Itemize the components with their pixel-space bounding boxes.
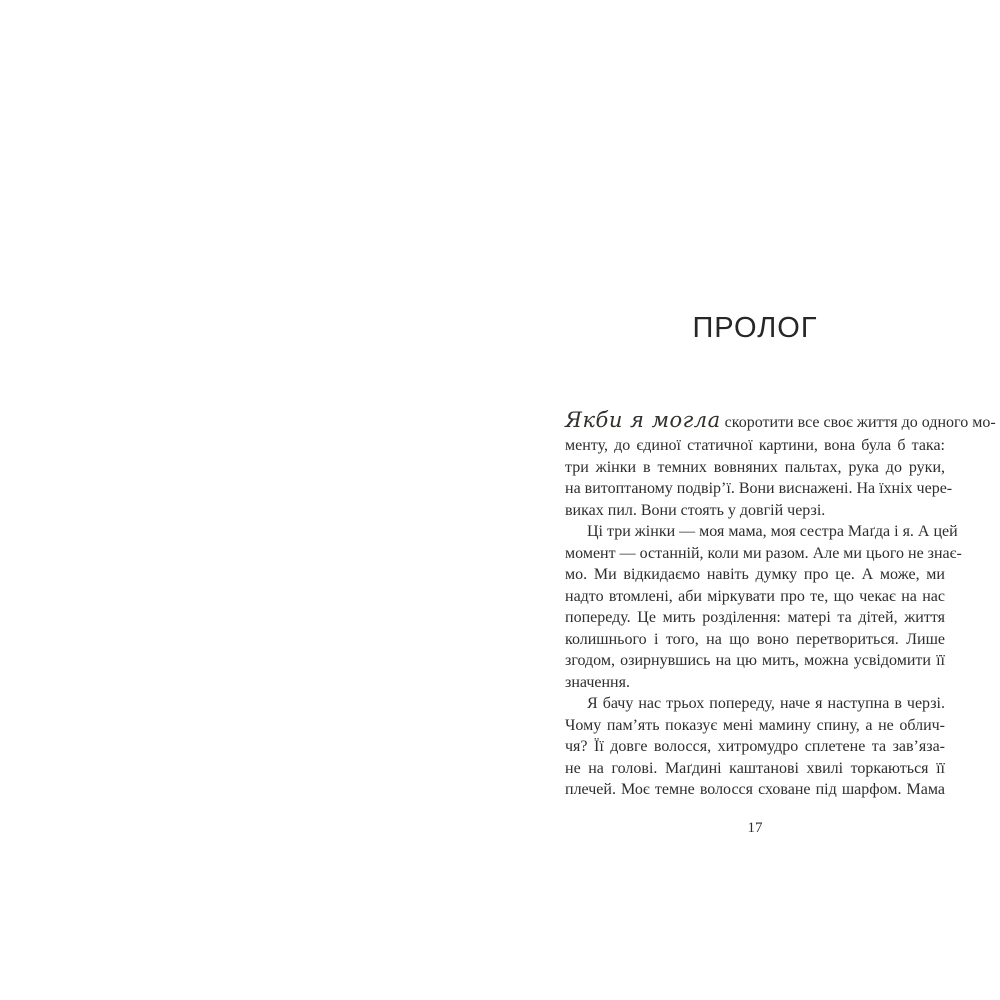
- paragraph-line: значення.: [565, 673, 630, 691]
- paragraph-line: чя? Її довге волосся, хитромудро сплетене та зав’яза-: [565, 738, 945, 755]
- paragraph-line: Чому пам’ять показує мені мамину спину, а не облич-: [565, 716, 945, 734]
- paragraph-line: згодом, озирнувшись на цю мить, можна усвідомити її: [565, 652, 945, 669]
- paragraph-line: менту, до єдиної статичної картини, вона була б така:: [565, 437, 945, 454]
- paragraph-line: момент — останній, коли ми разом. Але ми цього не знає-: [565, 544, 962, 562]
- paragraph-line: не на голові. Маґдині каштанові хвилі торкаються її: [565, 759, 945, 777]
- opening-script-phrase: Якби я могла: [565, 408, 721, 432]
- line-text: скоротити все своє життя до одного мо-: [720, 414, 996, 431]
- paragraph-line: попереду. Це мить розділення: матері та дітей, життя: [565, 609, 945, 626]
- body-text: [565, 408, 996, 801]
- paragraph-line: надто втомлені, аби міркувати про те, що чекає на нас: [565, 587, 945, 605]
- paragraph-line: Ці три жінки — моя мама, моя сестра Маґда і я. А цей: [587, 523, 958, 540]
- paragraph-line: виках пил. Вони стоять у довгій черзі.: [565, 501, 826, 519]
- page-number: 17: [747, 820, 763, 836]
- paragraph-line: плечей. Моє темне волосся сховане під шарфом. Мама: [565, 781, 945, 798]
- chapter-title: ПРОЛОГ: [692, 312, 818, 344]
- paragraph-line: [565, 408, 996, 435]
- paragraph-line: колишнього і того, на що воно перетвориться. Лише: [565, 630, 945, 648]
- paragraph-line: на витоптаному подвір’ї. Вони виснажені. На їхніх чере-: [565, 480, 953, 497]
- paragraph-line: мо. Ми відкидаємо навіть думку про це. А може, ми: [565, 566, 945, 583]
- paragraph-line: три жінки в темних вовняних пальтах, рука до руки,: [565, 458, 945, 476]
- paragraph-line: Я бачу нас трьох попереду, наче я наступна в черзі.: [587, 695, 945, 712]
